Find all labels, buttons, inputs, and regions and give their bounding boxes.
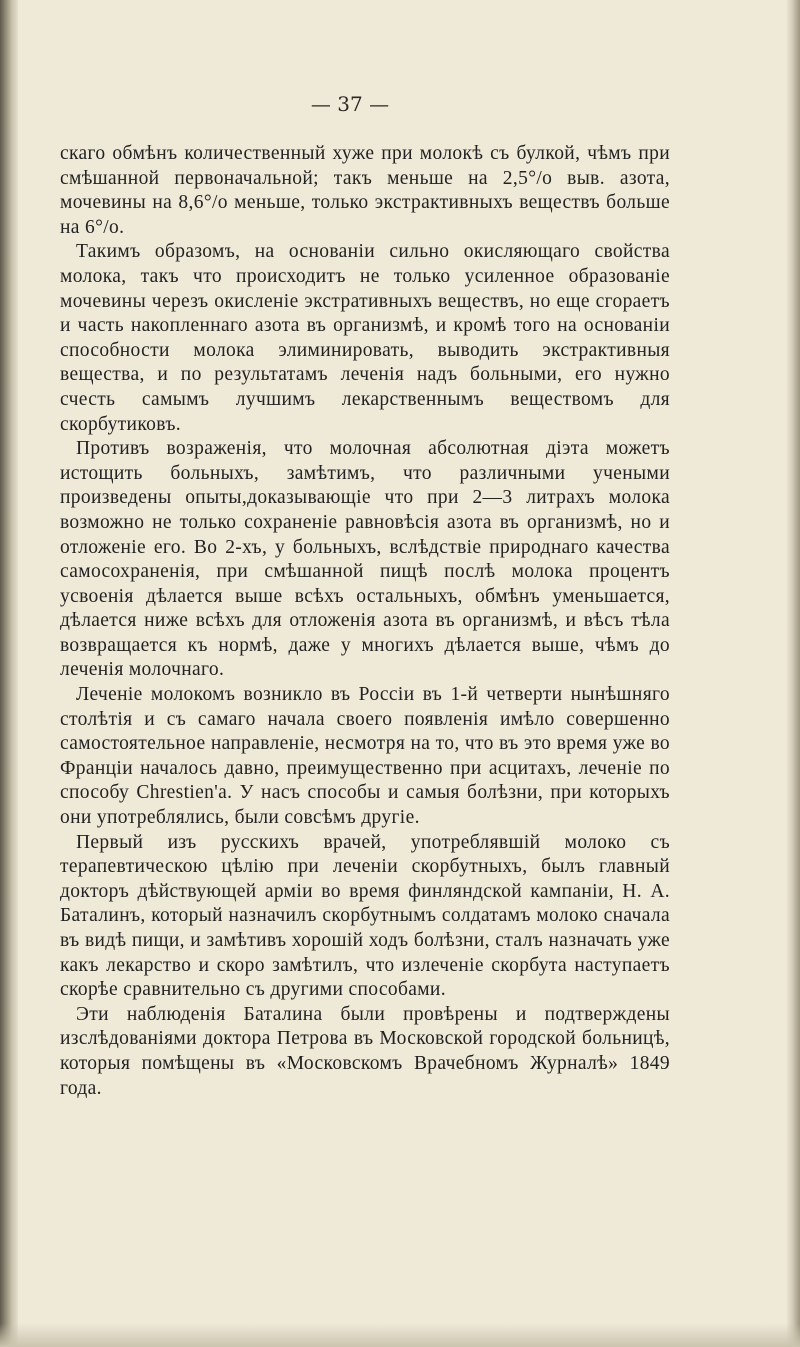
paragraph: Такимъ образомъ, на основаніи сильно окисляющаго свойства молока, такъ что происходитъ не только усиленное образованіе мочевины черезъ окисленіе экстративныхъ веществъ, но еще сгораетъ и часть накопленнаго азота въ организмѣ, и кромѣ того на основаніи способности молока элиминировать, выводить экстрактивныя вещества, и по результатамъ леченія надъ больными, его нужно счесть самымъ лучшимъ лекарственнымъ веществомъ для скорбутиковъ. (60, 241, 670, 435)
body-text (60, 142, 670, 1101)
page-bottom-shadow (0, 1323, 800, 1347)
page-edge-shadow (786, 0, 800, 1347)
paragraph: Эти наблюденія Баталина были провѣрены и подтверждены изслѣдованіями доктора Петрова въ Московской городской больницѣ, которыя помѣщены въ «Московскомъ Врачебномъ Журналѣ» 1849 года. (60, 1003, 670, 1099)
paragraph: Леченіе молокомъ возникло въ Россіи въ 1-й четверти нынѣшняго столѣтія и съ самаго начала своего появленія имѣло совершенно самостоятельное направленіе, несмотря на то, что въ это время уже во Франціи началось давно, преимущественно при асцитахъ, леченіе по способу Chrestien'а. У насъ способы и самыя болѣзни, при которыхъ они употреблялись, были совсѣмъ другіе. (60, 684, 670, 829)
paragraph-continuation: скаго обмѣнъ количественный хуже при молокѣ съ булкой, чѣмъ при смѣшанной первоначальной; такъ меньше на 2,5°/о выв. азота, мочевины на 8,6°/о меньше, только экстрактивныхъ веществъ больше на 6°/о. (60, 143, 670, 238)
page-number: — 37 — (310, 92, 390, 116)
page-binding-shadow (0, 0, 18, 1347)
paragraph: Противъ возраженія, что молочная абсолютная діэта можетъ истощить больныхъ, замѣтимъ, что различными учеными произведены опыты,доказывающіе что при 2—3 литрахъ молока возможно не только сохраненіе равновѣсія азота въ организмѣ, но и отложеніе его. Во 2-хъ, у больныхъ, вслѣдствіе природнаго качества самосохраненія, при смѣшанной пищѣ послѣ молока процентъ усвоенія дѣлается выше всѣхъ остальныхъ, обмѣнъ уменьшается, дѣлается ниже всѣхъ для отложенія азота въ организмѣ, и вѣсъ тѣла возвращается къ нормѣ, даже у многихъ дѣлается выше, чѣмъ до леченія молочнаго. (60, 438, 670, 681)
paragraph: Первый изъ русскихъ врачей, употреблявшій молоко съ терапевтическою цѣлію при леченіи скорбутныхъ, былъ главный докторъ дѣйствующей арміи во время финляндской кампаніи, Н. А. Баталинъ, который назначилъ скорбутнымъ солдатамъ молоко сначала въ видѣ пищи, и замѣтивъ хорошій ходъ болѣзни, сталъ назначать уже какъ лекарство и скоро замѣтилъ, что излеченіе скорбута наступаетъ скорѣе сравнительно съ другими способами. (60, 831, 670, 1001)
